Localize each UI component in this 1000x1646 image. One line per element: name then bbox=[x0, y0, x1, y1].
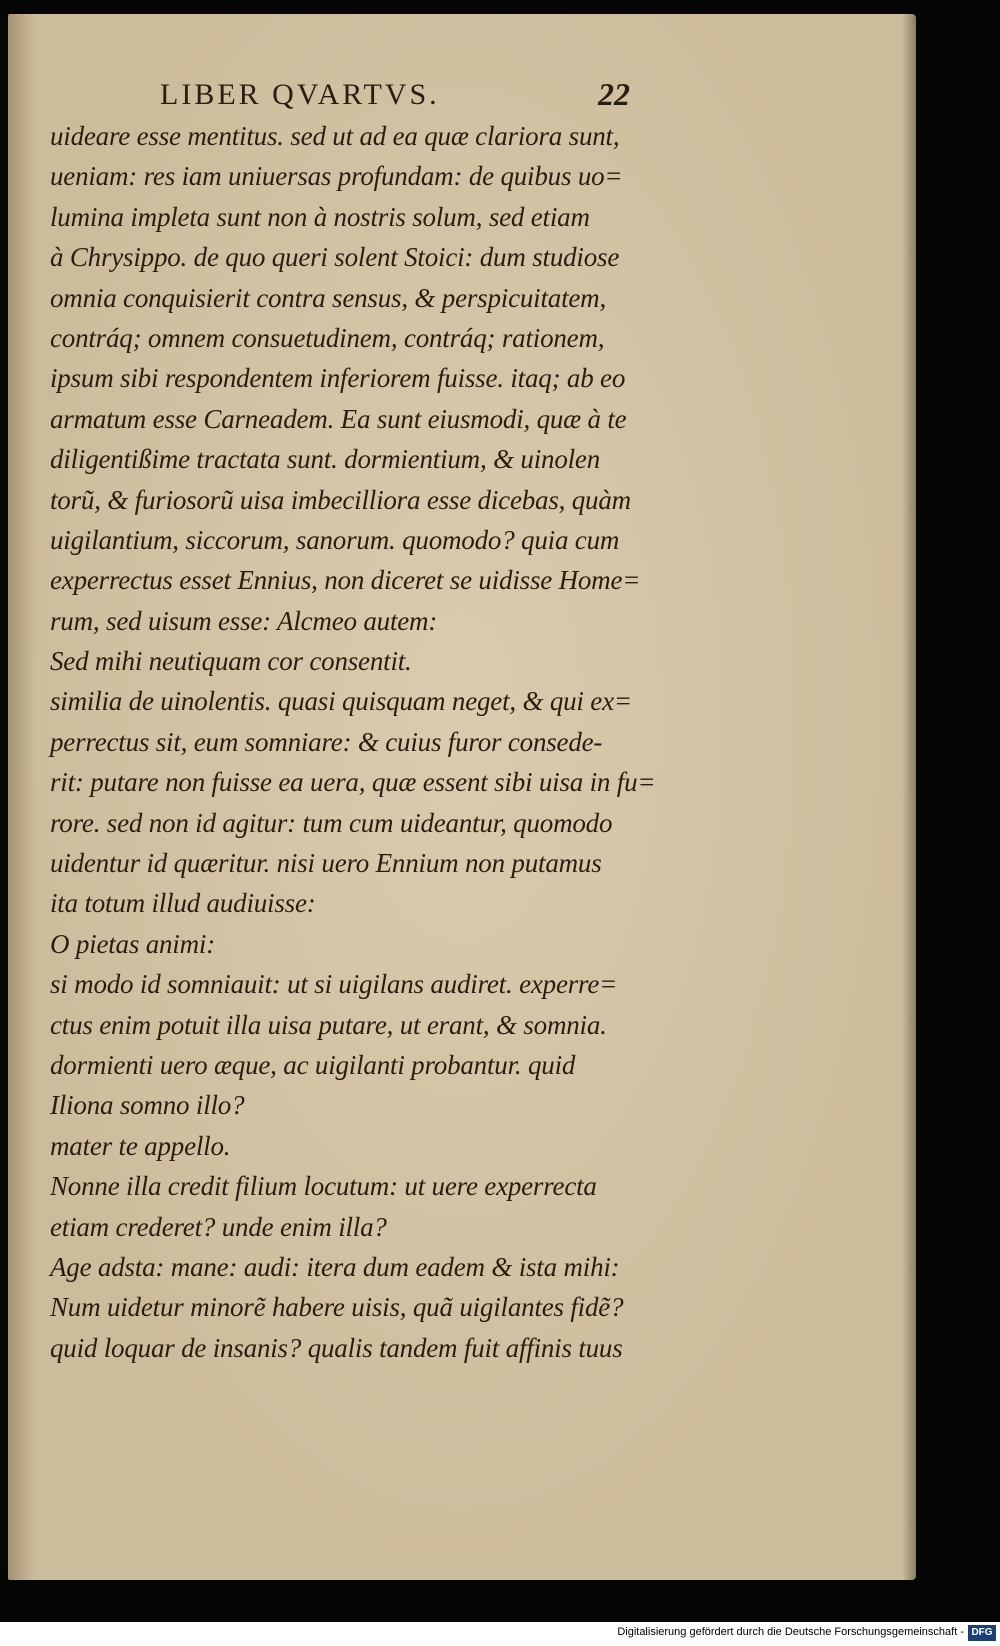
text-line: quid loquar de insanis? qualis tandem fuit affinis tuus bbox=[50, 1332, 623, 1363]
text-line: uideare esse mentitus. sed ut ad ea quæ clariora sunt, bbox=[50, 121, 620, 151]
text-line: O pietas animi: bbox=[50, 928, 215, 959]
text-line: mater te appello. bbox=[50, 1130, 231, 1161]
text-line: Sed mihi neutiquam cor consentit. bbox=[50, 646, 412, 677]
page-header bbox=[160, 78, 680, 120]
text-line: uigilantium, siccorum, sanorum. quomodo? quia cum bbox=[50, 524, 620, 555]
text-line: dormienti uero æque, ac uigilanti probantur. quid bbox=[50, 1049, 576, 1080]
text-line: ipsum sibi respondentem inferiorem fuisse. itaq; ab eo bbox=[50, 363, 626, 394]
text-line: uidentur id quæritur. nisi uero Ennium non putamus bbox=[50, 848, 602, 879]
text-line: perrectus sit, eum somniare: & cuius furor consede- bbox=[50, 726, 603, 757]
text-line: armatum esse Carneadem. Ea sunt eiusmodi, quæ à te bbox=[50, 403, 627, 434]
text-line: si modo id somniauit: ut si uigilans audiret. experre= bbox=[50, 969, 618, 1000]
body-text bbox=[50, 116, 710, 1368]
text-line: rum, sed uisum esse: Alcmeo autem: bbox=[50, 605, 438, 636]
text-line: lumina impleta sunt non à nostris solum, sed etiam bbox=[50, 201, 590, 232]
running-head: LIBER QVARTVS. bbox=[160, 78, 440, 111]
page-number: 22 bbox=[598, 76, 630, 112]
text-line: ueniam: res iam uniuersas profundam: de quibus uo= bbox=[50, 161, 623, 192]
text-line: similia de uinolentis. quasi quisquam neget, & qui ex= bbox=[50, 686, 632, 717]
text-line: rore. sed non id agitur: tum cum uideantur, quomodo bbox=[50, 807, 613, 838]
text-line: contráq; omnem consuetudinem, contráq; rationem, bbox=[50, 322, 605, 353]
text-line: Num uidetur minorẽ habere uisis, quã uigilantes fidẽ? bbox=[50, 1292, 624, 1323]
text-line: à Chrysippo. de quo queri solent Stoici: dum studiose bbox=[50, 242, 620, 273]
funding-credit: Digitalisierung gefördert durch die Deutsche Forschungsgemeinschaft - bbox=[617, 1626, 964, 1638]
text-line: diligentißime tractata sunt. dormientium, & uinolen bbox=[50, 444, 601, 475]
text-line: omnia conquisierit contra sensus, & perspicuitatem, bbox=[50, 282, 607, 313]
text-line: torũ, & furiosorũ uisa imbecilliora esse dicebas, quàm bbox=[50, 484, 631, 515]
text-line: Nonne illa credit filium locutum: ut uere experrecta bbox=[50, 1171, 597, 1202]
text-line: ita totum illud audiuisse: bbox=[50, 888, 316, 919]
text-line: Iliona somno illo? bbox=[50, 1090, 245, 1121]
text-line: etiam crederet? unde enim illa? bbox=[50, 1211, 387, 1242]
text-line: Age adsta: mane: audi: itera dum eadem & ista mihi: bbox=[50, 1251, 620, 1282]
text-line: ctus enim potuit illa uisa putare, ut erant, & somnia. bbox=[50, 1009, 607, 1040]
dfg-logo: DFG bbox=[968, 1625, 996, 1641]
text-line: rit: putare non fuisse ea uera, quæ essent sibi uisa in fu= bbox=[50, 767, 656, 798]
digitization-footer bbox=[0, 1622, 1000, 1646]
text-line: experrectus esset Ennius, non diceret se uidisse Home= bbox=[50, 565, 641, 596]
